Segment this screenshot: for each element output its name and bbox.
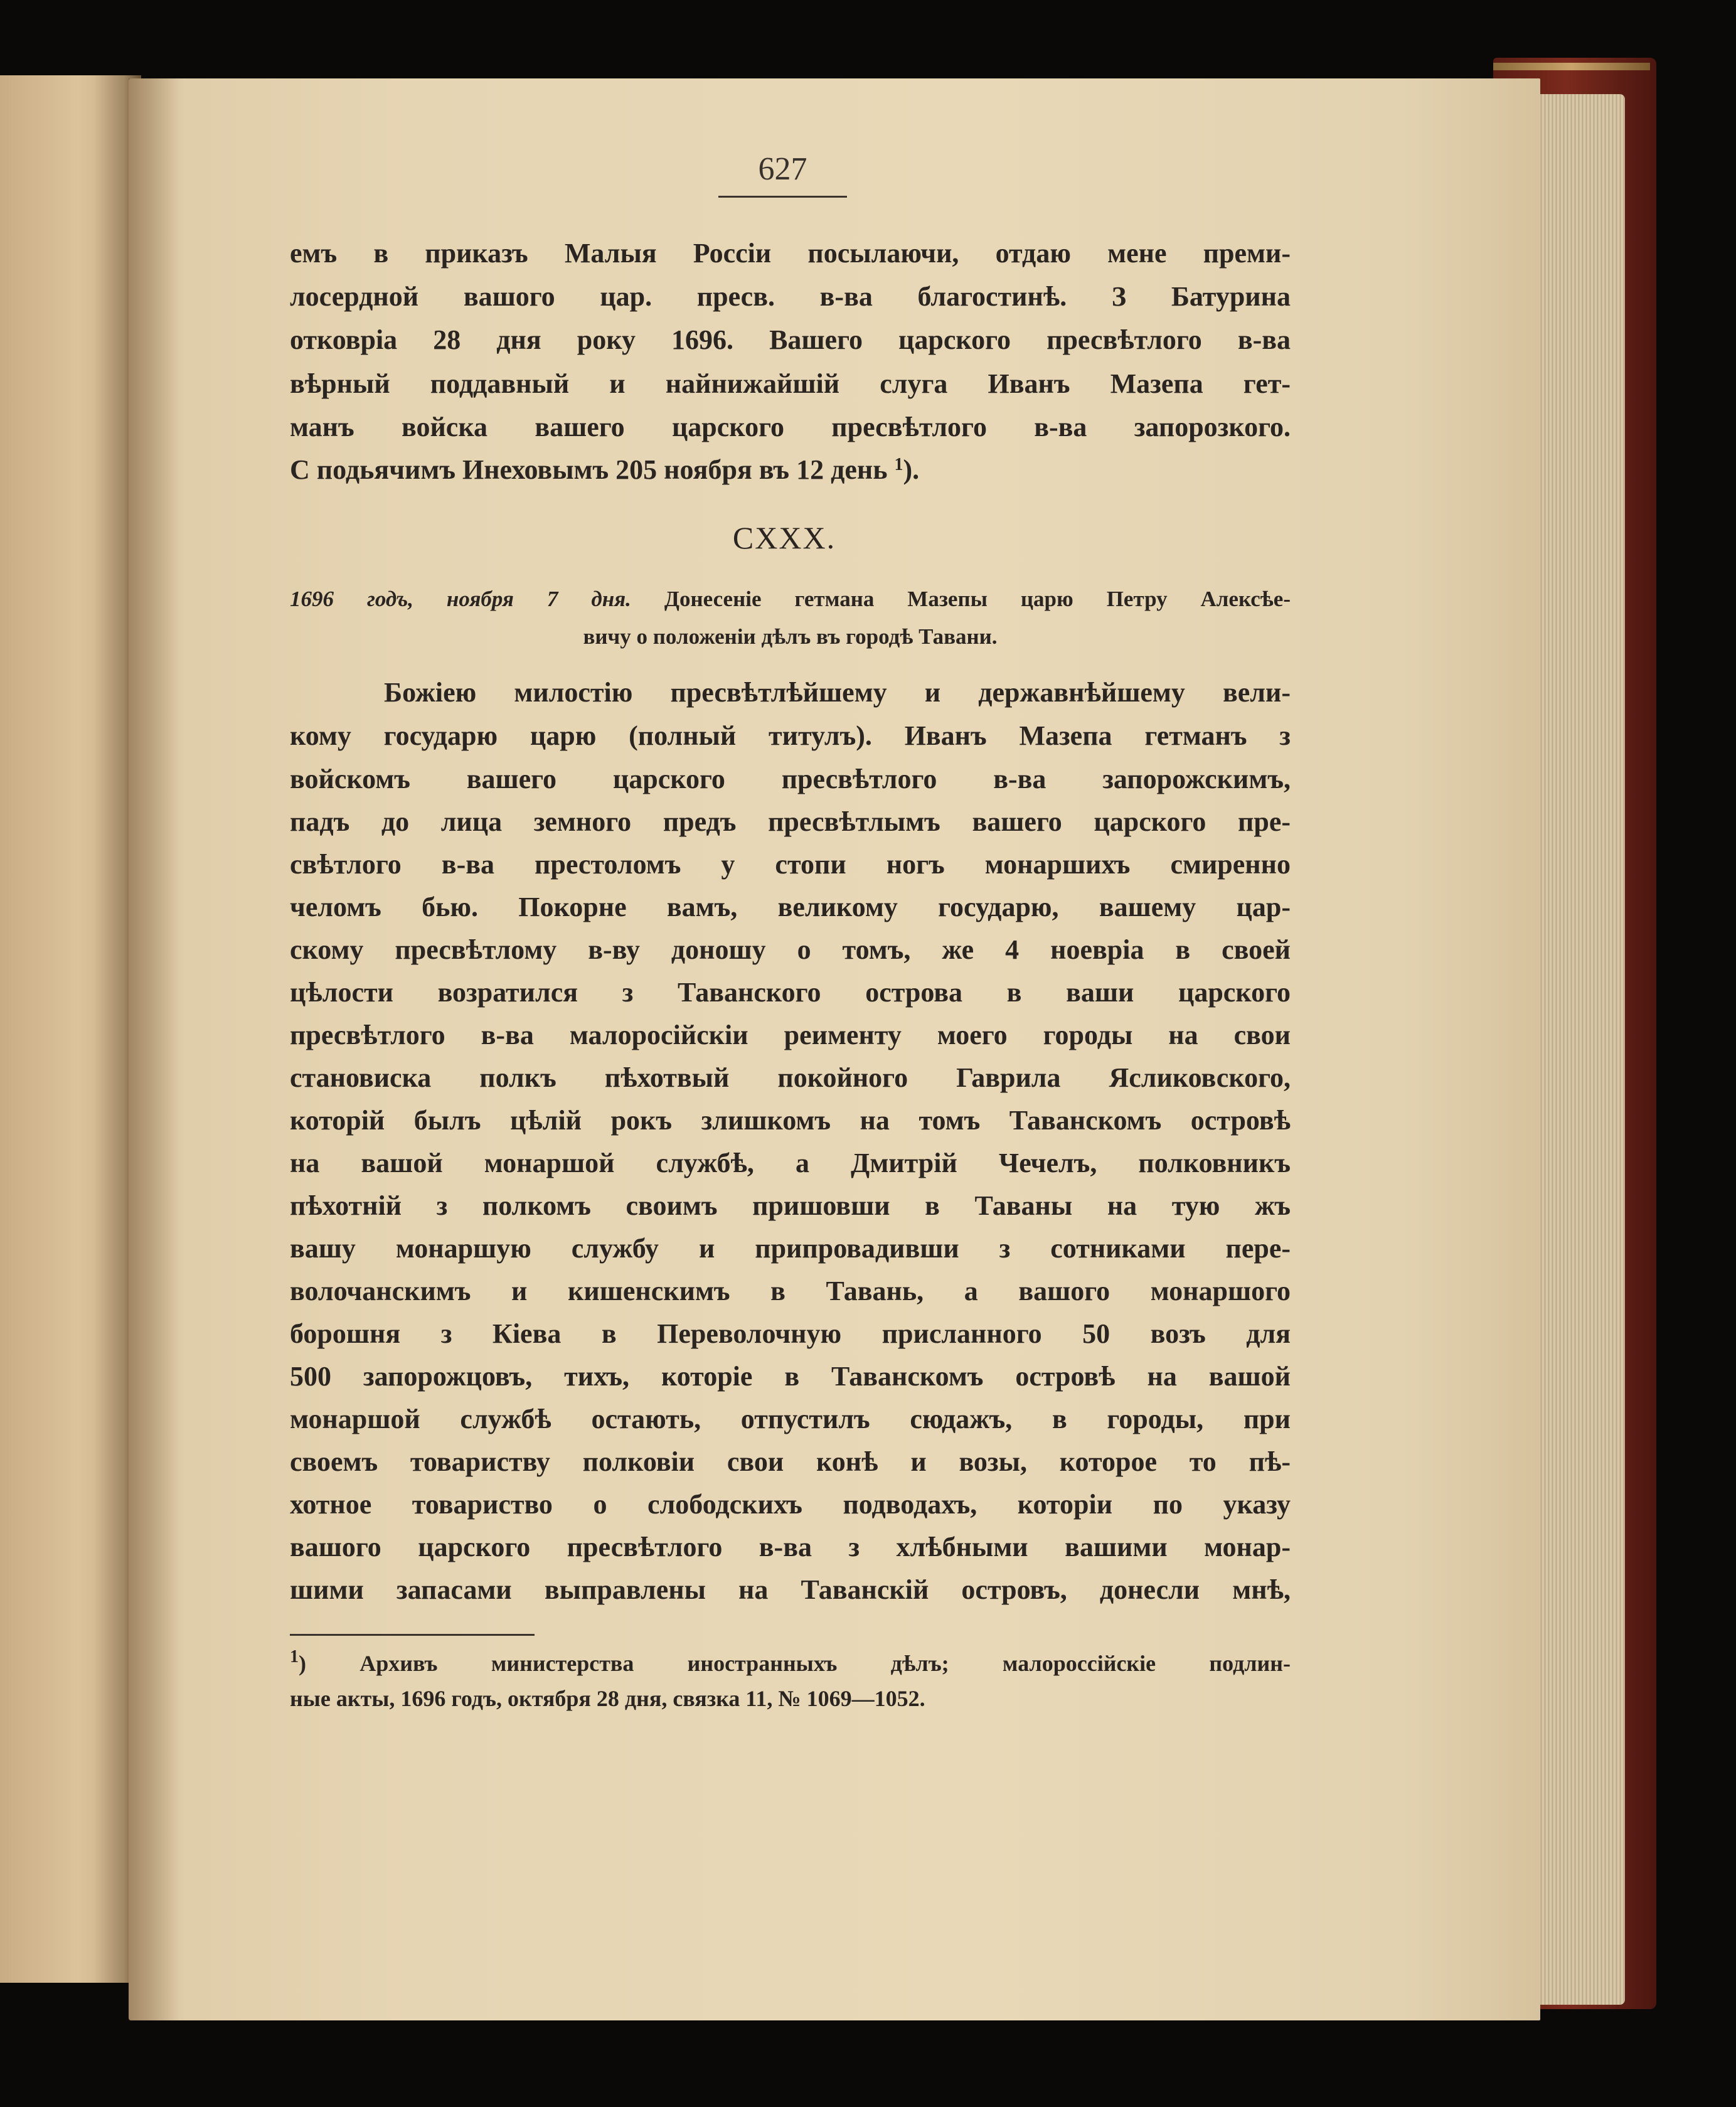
text-line: свѣтлого в-ва престоломъ у стопи ногъ монаршихъ смиренно xyxy=(290,849,1291,880)
text-line: становиска полкъ пѣхотвый покойного Гаврила Ясликовского, xyxy=(290,1062,1291,1093)
summary-date: 1696 годъ, ноября 7 дня. xyxy=(290,587,631,611)
document-summary xyxy=(290,587,1291,622)
cover-gilt-edge xyxy=(1493,63,1650,70)
text-line: войскомъ вашего царского пресвѣтлого в-ва запорожскимъ, xyxy=(290,764,1291,794)
section-heading: CXXX. xyxy=(732,520,836,555)
text-line: которій былъ цѣлій рокъ злишкомъ на томъ Таванскомъ островѣ xyxy=(290,1105,1291,1136)
text-line: пѣхотній з полкомъ своимъ пришовши в Таваны на тую жъ xyxy=(290,1190,1291,1221)
text-fragment: С подьячимъ Инеховымъ 205 ноября въ 12 день xyxy=(290,454,895,485)
text-line xyxy=(290,454,1291,496)
text-line: хотное товариство о слободскихъ подводахъ, которіи по указу xyxy=(290,1489,1291,1520)
text-line: лосердной вашого цар. пресв. в-ва благостинѣ. З Батурина xyxy=(290,281,1291,312)
text-line: скому пресвѣтлому в-ву доношу о томъ, же 4 ноевріа в своей xyxy=(290,934,1291,965)
text-line: пресвѣтлого в-ва малоросійскіи реименту моего городы на свои xyxy=(290,1020,1291,1050)
footnote xyxy=(290,1647,1291,1685)
text-line: Божіею милостію пресвѣтлѣйшему и державнѣйшему вели- xyxy=(384,677,1291,708)
footnote-marker: 1 xyxy=(290,1647,299,1667)
text-line: отковріа 28 дня року 1696. Вашего царского пресвѣтлого в-ва xyxy=(290,324,1291,355)
text-line: кому государю царю (полный титулъ). Иванъ Мазепа гетманъ з xyxy=(290,720,1291,751)
text-fragment: ). xyxy=(903,454,920,485)
page-number: 627 xyxy=(758,151,807,187)
text-line: вашого царского пресвѣтлого в-ва з хлѣбными вашими монар- xyxy=(290,1532,1291,1562)
footnote-text: ) Архивъ министерства иностранныхъ дѣлъ; малороссійскіе подлин- xyxy=(299,1651,1291,1676)
text-line: волочанскимъ и кишенскимъ в Тавань, а вашого монаршого xyxy=(290,1276,1291,1306)
footnote-rule xyxy=(290,1634,535,1636)
right-page-gutter-shadow xyxy=(129,78,179,2020)
summary-line: вичу о положеніи дѣлъ въ городѣ Тавани. xyxy=(583,624,998,649)
summary-text: Донесеніе гетмана Мазепы царю Петру Алексѣе- xyxy=(664,587,1291,611)
text-line: манъ войска вашего царского пресвѣтлого в-ва запорозкого. xyxy=(290,412,1291,442)
text-line: челомъ бью. Покорне вамъ, великому государю, вашему цар- xyxy=(290,892,1291,922)
text-line: шими запасами выправлены на Таванскій островъ, донесли мнѣ, xyxy=(290,1574,1291,1605)
text-line: падъ до лица земного предъ пресвѣтлымъ вашего царского пре- xyxy=(290,806,1291,837)
text-line: 500 запорожцовъ, тихъ, которіе в Таванскомъ островѣ на вашой xyxy=(290,1361,1291,1392)
text-line: монаршой службѣ остають, отпустилъ сюдажъ, в городы, при xyxy=(290,1404,1291,1434)
page-edges xyxy=(1531,94,1625,2005)
footnote-marker: 1 xyxy=(894,455,903,474)
text-line: цѣлости возратился з Таванского острова в ваши царского xyxy=(290,977,1291,1008)
text-line: борошня з Кіева в Переволочную присланного 50 возъ для xyxy=(290,1318,1291,1349)
text-line: на вашой монаршой службѣ, а Дмитрій Чечелъ, полковникъ xyxy=(290,1148,1291,1178)
text-line: своемъ товариству полковіи свои конѣ и возы, которое то пѣ- xyxy=(290,1446,1291,1477)
footnote-line: ные акты, 1696 годъ, октября 28 дня, связка 11, № 1069—1052. xyxy=(290,1686,925,1711)
page-number-rule xyxy=(718,196,847,198)
text-line: вашу монаршую службу и припровадивши з сотниками пере- xyxy=(290,1233,1291,1264)
text-line: вѣрный поддавный и найнижайшій слуга Иванъ Мазепа гет- xyxy=(290,368,1291,399)
text-line: емъ в приказъ Малыя Россіи посылаючи, отдаю мене преми- xyxy=(290,238,1291,269)
